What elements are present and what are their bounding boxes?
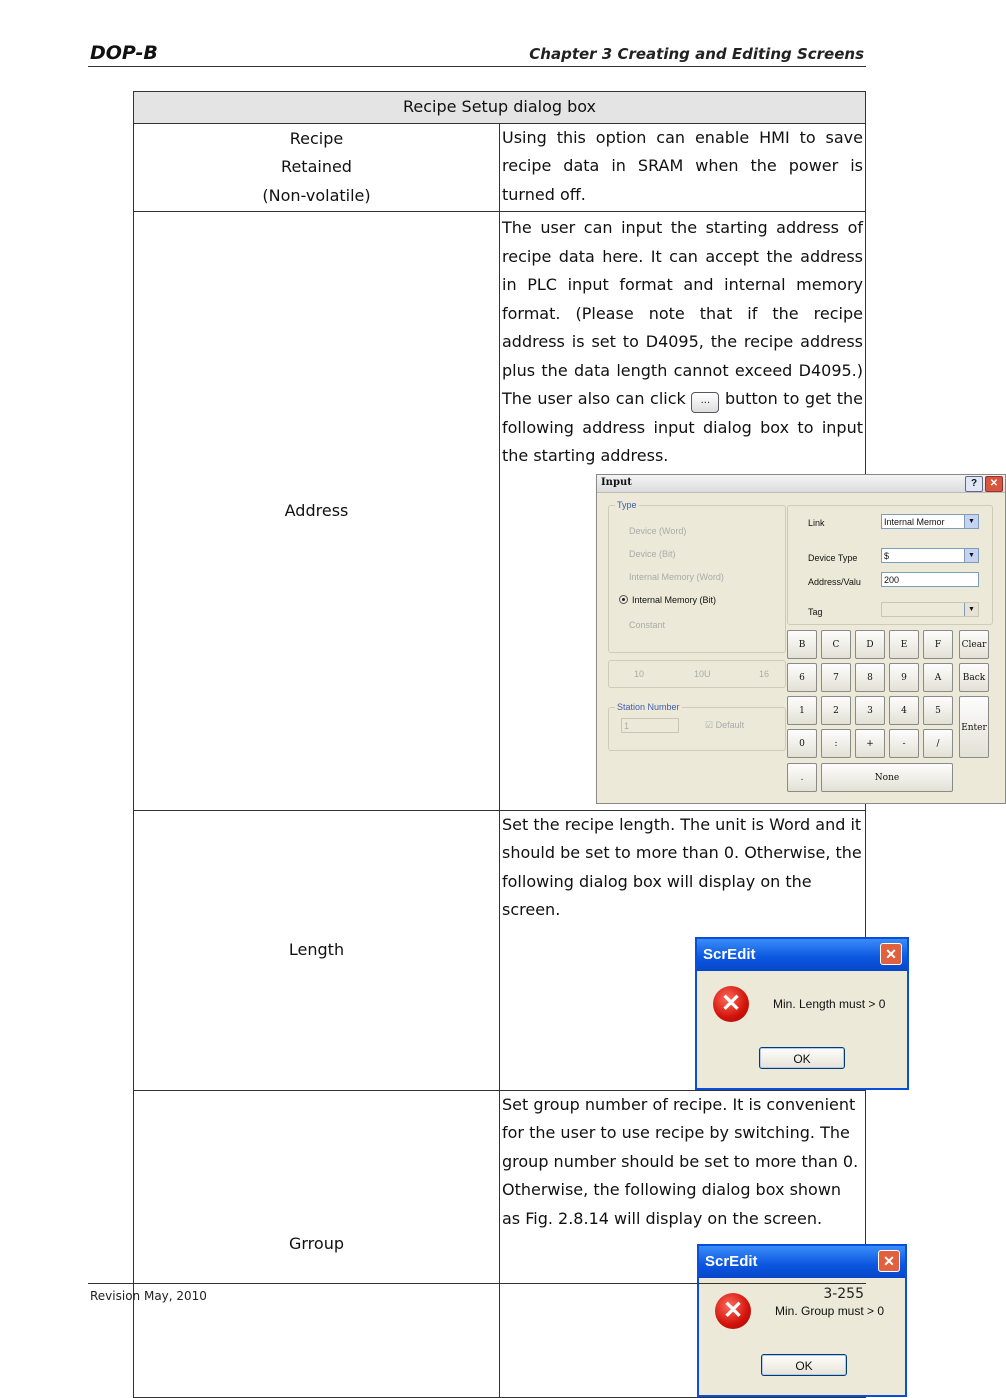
device-type-select	[881, 548, 979, 563]
footer-page-number: 3-255	[823, 1286, 864, 1302]
recipe-setup-table	[133, 91, 999, 1398]
type-option: Device (Word)	[629, 525, 687, 536]
key: 5	[923, 696, 953, 725]
row-label-address: Address	[134, 212, 500, 811]
station-default-label: Default	[715, 719, 745, 730]
chevron-down-icon: ▼	[964, 515, 978, 528]
close-icon: ✕	[880, 943, 902, 965]
dialog-title-bar	[597, 475, 1005, 493]
row-desc-group	[500, 1090, 895, 1398]
link-select	[881, 514, 979, 529]
ok-button: OK	[759, 1047, 845, 1069]
help-icon: ?	[965, 476, 983, 492]
scredit-group-dialog	[697, 1244, 907, 1397]
key: :	[821, 729, 851, 758]
key: E	[889, 630, 919, 659]
type-option: Internal Memory (Word)	[629, 571, 724, 582]
radio-selected-icon	[619, 595, 628, 604]
type-option-selected	[619, 595, 716, 605]
address-group	[787, 505, 993, 625]
key: -	[889, 729, 919, 758]
dialog-title: ScrEdit	[703, 945, 756, 963]
key-none: None	[821, 763, 953, 792]
row-desc-length	[500, 810, 897, 1090]
close-icon: ✕	[985, 476, 1003, 492]
key: 0	[787, 729, 817, 758]
device-type-value: $	[884, 550, 890, 561]
key-back: Back	[959, 663, 989, 692]
device-type-label: Device Type	[808, 552, 858, 563]
label-line: Retained	[281, 157, 352, 176]
type-group-label: Type	[617, 499, 637, 510]
link-label: Link	[808, 517, 825, 528]
type-option: Constant	[629, 619, 666, 630]
station-group-label: Station Number	[617, 701, 680, 712]
dialog-title-bar	[699, 1246, 905, 1278]
desc-text: Set the recipe length. The unit is Word and it should be set to more than 0. Otherwise, the following dialog box will display on the screen.	[502, 814, 862, 919]
key-enter: Enter	[959, 696, 989, 758]
row-label-length: Length	[134, 810, 500, 1090]
error-icon: ✕	[715, 1293, 751, 1329]
dialog-title-bar	[697, 939, 907, 971]
type-option: Device (Bit)	[629, 548, 676, 559]
key: 7	[821, 663, 851, 692]
base-group	[608, 660, 786, 688]
browse-button-image: ...	[691, 392, 719, 413]
ok-button: OK	[761, 1354, 847, 1376]
header-logo: DOP-B	[90, 42, 158, 64]
label-line: Recipe	[289, 128, 344, 148]
key-dot: .	[787, 763, 817, 792]
type-option-label: Internal Memory (Bit)	[632, 594, 717, 605]
desc-text-continued: button to get the following address input dialog box to input the starting address.	[502, 389, 864, 465]
dialog-message: Min. Length must > 0	[773, 996, 886, 1011]
base-option: 10	[634, 668, 645, 679]
chevron-down-icon: ▼	[964, 603, 978, 616]
key: D	[855, 630, 885, 659]
footer-revision: Revision May, 2010	[90, 1289, 207, 1303]
key: 8	[855, 663, 885, 692]
table-title: Recipe Setup dialog box	[134, 92, 866, 124]
error-icon: ✕	[713, 986, 749, 1022]
link-value: Internal Memor	[884, 516, 945, 527]
key: 6	[787, 663, 817, 692]
dialog-message: Min. Group must > 0	[775, 1304, 885, 1318]
key: 4	[889, 696, 919, 725]
key: 9	[889, 663, 919, 692]
key: /	[923, 729, 953, 758]
key: +	[855, 729, 885, 758]
scredit-length-dialog	[695, 937, 909, 1090]
desc-text: Set group number of recipe. It is convenient for the user to use recipe by switching. The group number should be set to more than 0. Otherwise, the following dialog box shown as Fig. 2.8.14 will display on the screen.	[502, 1094, 859, 1228]
dialog-title: Input	[601, 476, 632, 488]
station-default-option: ☑ Default	[705, 719, 745, 730]
row-label-recipe-retained	[134, 123, 500, 212]
row-label-group: Grroup	[134, 1090, 500, 1398]
tag-select	[881, 602, 979, 617]
label-line: (Non-volatile)	[262, 185, 371, 205]
chevron-down-icon: ▼	[964, 549, 978, 562]
address-field: 200	[881, 572, 979, 587]
base-option: 16	[759, 668, 770, 679]
station-group	[608, 701, 786, 751]
key: C	[821, 630, 851, 659]
key: B	[787, 630, 817, 659]
tag-label: Tag	[808, 606, 823, 617]
key: F	[923, 630, 953, 659]
key: A	[923, 663, 953, 692]
header-chapter: Chapter 3 Creating and Editing Screens	[529, 45, 864, 63]
key-clear: Clear	[959, 630, 989, 659]
base-option: 10U	[694, 668, 711, 679]
dialog-title: ScrEdit	[705, 1253, 758, 1270]
desc-text: The user can input the starting address of recipe data here. It can accept the address in PLC input format and internal memory format. (Please note that if the recipe address is set to D4095, the recipe address plus the data length cannot exceed D4095.) The user also can click	[502, 218, 863, 408]
key: 1	[787, 696, 817, 725]
desc-text: Using this option can enable HMI to save recipe data in SRAM when the power is turned off.	[502, 127, 863, 204]
footer-rule	[88, 1283, 866, 1284]
header-rule	[88, 66, 866, 67]
row-desc-address	[500, 212, 999, 811]
close-icon: ✕	[878, 1250, 900, 1272]
input-dialog-screenshot	[596, 474, 1006, 804]
key: 2	[821, 696, 851, 725]
key: 3	[855, 696, 885, 725]
address-label: Address/Valu	[808, 576, 861, 587]
type-group	[608, 499, 786, 653]
row-desc-recipe-retained	[500, 123, 866, 212]
station-number-field: 1	[621, 718, 679, 733]
